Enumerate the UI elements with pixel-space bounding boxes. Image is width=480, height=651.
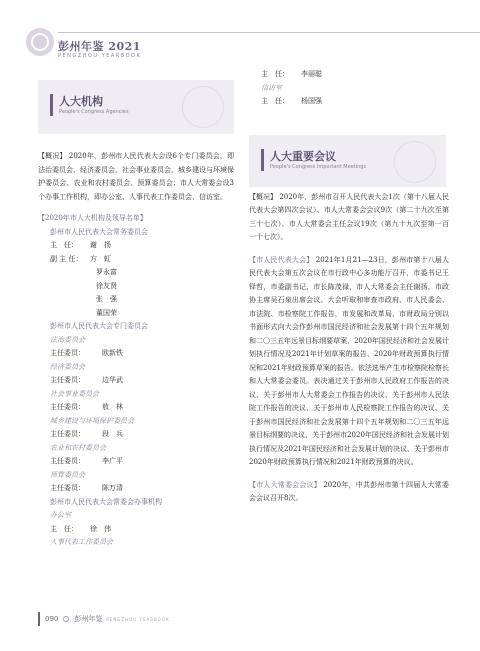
header-rule (58, 32, 480, 33)
left-column (38, 150, 234, 550)
leader-row (249, 68, 449, 82)
role-label: 副 主 任： (50, 254, 83, 263)
meetings-overview-paragraph: 【概况】 2020年，彭州市召开人民代表大会1次（第十八届人民代表大会第四次会议）、市人大常委会会议9次（第二十九次至第三十七次）、市人大常委会主任会议19次（第九十九次至第一百一十七次）。 (249, 192, 449, 241)
role-label: 主任委员： (50, 430, 85, 438)
leader-name: 敖 林 (102, 403, 123, 411)
leader-name: 罗永富 (96, 268, 117, 276)
committee-name: 农业和农村委员会 (50, 443, 106, 452)
yearbook-subtitle: PENGZHOU YEARBOOK (58, 53, 142, 59)
org-heading: 彭州市人民代表大会常委会办事机构 (50, 497, 162, 506)
role-label: 主任委员： (50, 349, 85, 357)
leader-row (38, 253, 234, 267)
committee-name: 预算委员会 (50, 470, 85, 479)
section-subtitle: People's Congress Important Meetings (270, 164, 367, 170)
leader-name: 张 强 (96, 295, 117, 303)
overview-paragraph: 【概况】 2020年，彭州市人民代表大会设6个专门委员会，即法治委员会、经济委员会、社会事业委员会、城乡建设与环境保护委员会、农业和农村委员会、预算委员会；市人大常委会设3个办事工作机构，即办公室、人事代表工作委员会、信访室。 (38, 152, 234, 201)
leader-name: 方 虹 (90, 254, 111, 263)
leader-row (38, 428, 234, 442)
section-title: 人大机构 (59, 95, 103, 108)
committee-name: 社会事业委员会 (50, 389, 99, 398)
congress-tag: 【市人民代表大会】 (249, 255, 314, 264)
committee-name: 办公室 (50, 511, 71, 519)
standing-tag: 【市人大常委会会议】 (249, 480, 321, 489)
leader-row (38, 455, 234, 469)
footer-book-title: 彭州年鉴 (74, 615, 103, 623)
leader-name: 杨国强 (301, 97, 322, 105)
section-heading-agencies (38, 80, 234, 134)
section-title: 人大重要会议 (270, 150, 336, 163)
leader-name: 边华武 (102, 376, 123, 384)
leader-name: 陈万清 (102, 484, 123, 492)
role-label: 主 任： (261, 70, 289, 78)
leader-name: 欧新铁 (102, 349, 123, 357)
leader-row (38, 401, 234, 415)
page-number: 090 (45, 615, 59, 623)
congress-text: 2021年1月21—23日，彭州市第十八届人民代表大会第五次会议在市行政中心多功能厅召开，市委书记王铎哲，市委副书记、市长陈茂禄，市人大常委会主任谢扬，市政协主席吴石泉出席会议。大会听取和审查市政府、市人民委会、市法院、市检察院工作报告，市发展和改革局、市财政局分别以书面形式向大会作彭州市国民经济和社会发展第十四个五年规划和二〇三五年远景目标纲要草案、2020年国民经济和社会发展计划执行情况及2021年计划草案的报告、2020年财政预算执行情况和2021年财政预算草案的报告。依法选举产生市检察院检察长和人大常委会委员。表决通过关于彭州市人民政府工作报告的决议、关于彭州市人大常委会工作报告的决议、关于彭州市人民法院工作报告的决议、关于彭州市人民检察院工作报告的决议、关于彭州市国民经济和社会发展第十四个五年规划和二〇三五年远景目标纲要的决议、关于彭州市2020年国民经济和社会发展计划执行情况及2021年国民经济和社会发展计划的决议、关于彭州市2020年财政预算执行情况和2021年财政预算的决议。 (249, 255, 450, 466)
leader-name: 徐 伟 (90, 524, 111, 533)
footer-book-subtitle: PENGZHOU YEARBOOK (106, 616, 170, 622)
footer-circle-icon (63, 616, 69, 622)
leader-name: 谢 扬 (90, 241, 111, 249)
committee-name: 法治委员会 (50, 335, 85, 344)
leader-row (38, 374, 234, 388)
role-label: 主任委员： (50, 403, 85, 411)
yearbook-title: 彭州年鉴 2021 (58, 40, 141, 53)
role-label: 主任委员： (50, 376, 85, 384)
role-label: 主 任： (261, 97, 289, 105)
footer-accent-bar (38, 612, 40, 626)
congress-paragraph (249, 254, 449, 470)
leader-row (38, 523, 234, 537)
heading-accent-bar (50, 94, 53, 116)
leader-name: 徐友贤 (96, 281, 117, 290)
page-footer (38, 612, 170, 626)
role-label: 主 任： (50, 524, 78, 533)
leader-name: 李丽聪 (301, 70, 322, 78)
section-subtitle: People's Congress Agencies (59, 109, 129, 115)
right-column (249, 68, 449, 506)
committee-name: 信访室 (261, 83, 282, 92)
leader-name: 段 兵 (102, 430, 123, 438)
yearbook-logo-icon (26, 28, 54, 56)
leader-row (38, 239, 234, 253)
org-heading: 彭州市人民代表大会专门委员会 (50, 322, 148, 330)
leader-name: 李广平 (102, 457, 123, 465)
org-heading: 彭州市人民代表大会常务委员会 (50, 227, 148, 236)
standing-meeting-paragraph (249, 479, 449, 506)
committee-name: 城乡建设与环境保护委员会 (50, 416, 134, 425)
standing-text: 2020年，中共彭州市第十四届人大常委会会议召开8次。 (249, 480, 449, 502)
leader-name: 董国荣 (96, 308, 117, 317)
committee-name: 经济委员会 (50, 362, 85, 371)
committee-name: 人事代表工作委员会 (50, 538, 113, 546)
leader-row (38, 482, 234, 496)
decorative-circle-icon (182, 86, 224, 128)
role-label: 主任委员： (50, 457, 85, 465)
role-label: 主 任： (50, 241, 78, 249)
leader-list-title: 【2020年市人大机构及领导名单】 (38, 214, 147, 222)
page-header (0, 0, 480, 60)
leader-row (38, 347, 234, 361)
role-label: 主任委员： (50, 484, 85, 492)
leader-row (249, 95, 449, 109)
